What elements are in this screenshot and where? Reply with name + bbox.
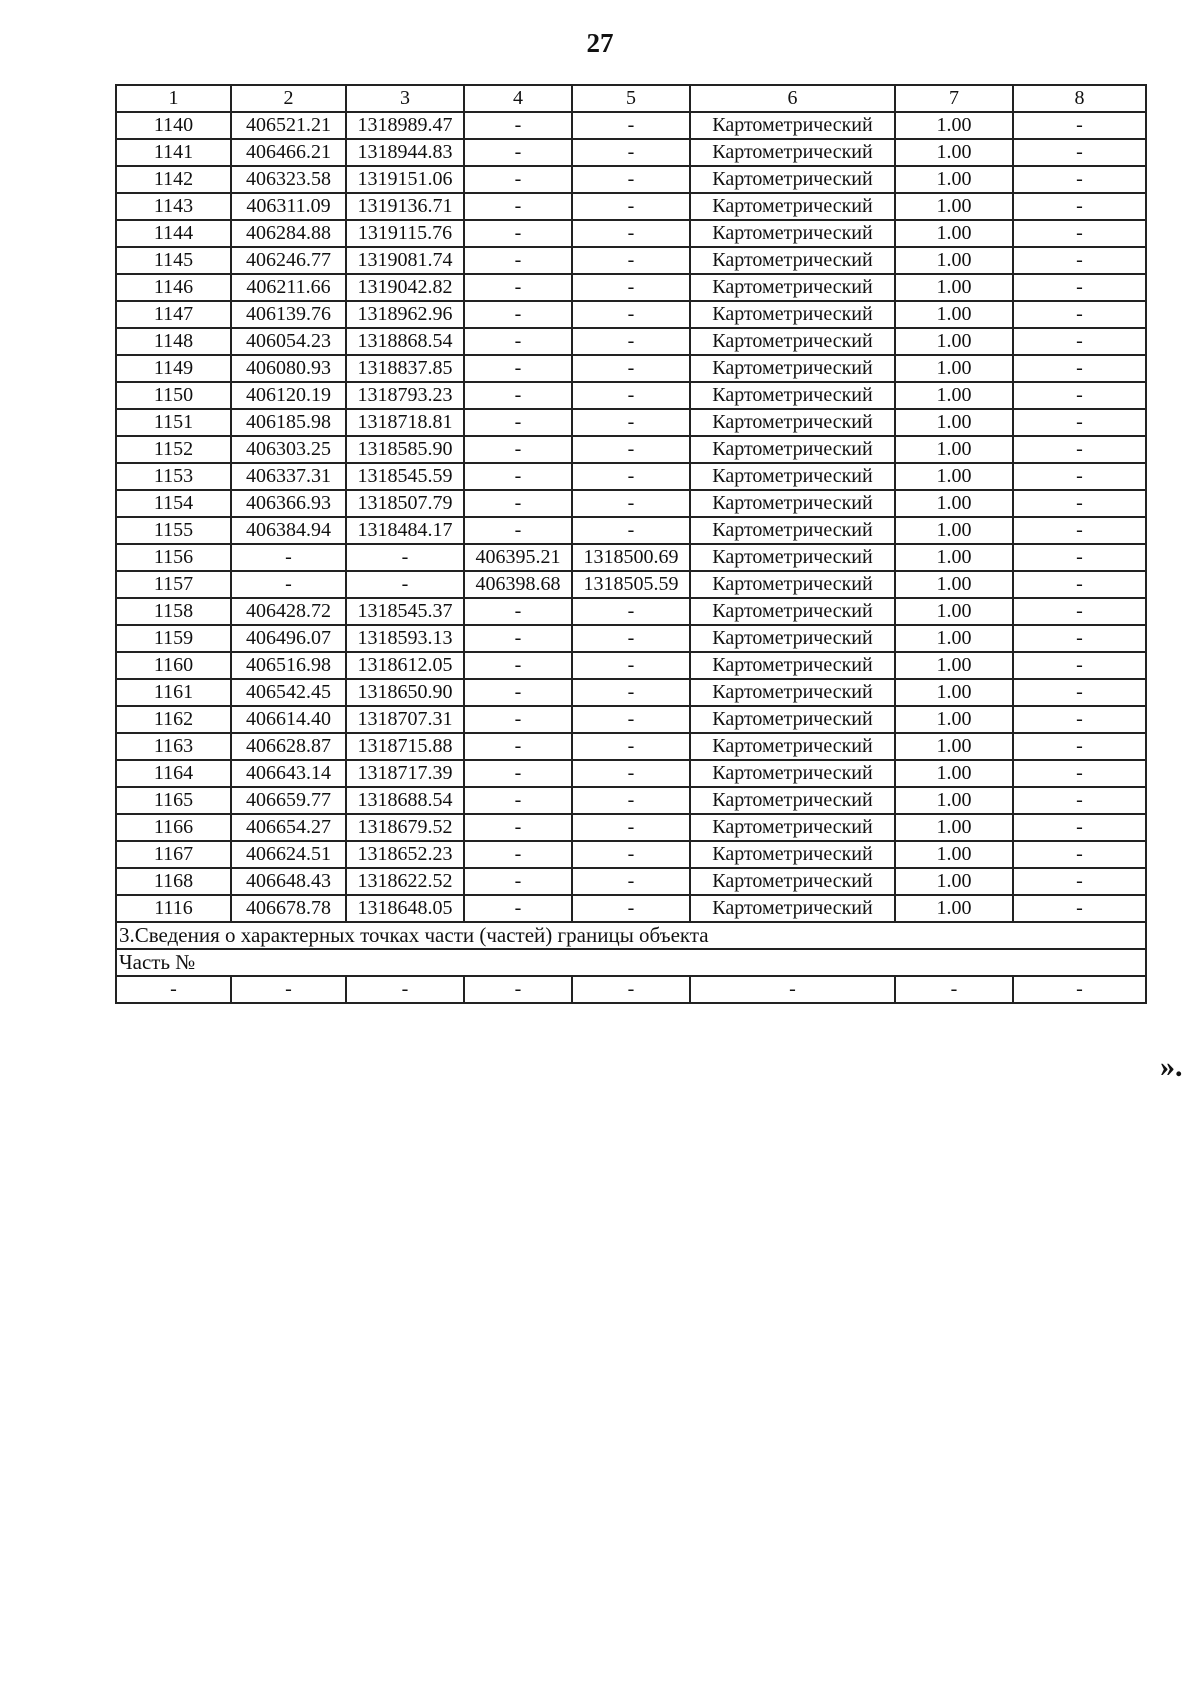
table-row <box>116 112 1146 139</box>
header-cell: 2 <box>231 85 346 112</box>
table-cell: - <box>572 220 690 247</box>
table-cell: 1155 <box>116 517 231 544</box>
table-cell: 1.00 <box>895 193 1013 220</box>
table-cell: 1318707.31 <box>346 706 464 733</box>
final-row <box>116 976 1146 1003</box>
table-cell: - <box>464 382 572 409</box>
table-cell: 1140 <box>116 112 231 139</box>
table-cell: 1164 <box>116 760 231 787</box>
table-cell: 1151 <box>116 409 231 436</box>
table-row <box>116 544 1146 571</box>
table-cell: - <box>464 706 572 733</box>
part-label-row <box>116 949 1146 976</box>
table-cell: 1142 <box>116 166 231 193</box>
table-cell: 406185.98 <box>231 409 346 436</box>
table-cell: 1.00 <box>895 517 1013 544</box>
table-cell: 406516.98 <box>231 652 346 679</box>
table-cell: 1318715.88 <box>346 733 464 760</box>
table-cell: - <box>464 247 572 274</box>
table-cell: - <box>464 301 572 328</box>
table-cell: - <box>1013 787 1146 814</box>
table-cell: - <box>1013 139 1146 166</box>
header-cell: 8 <box>1013 85 1146 112</box>
table-cell: 1318837.85 <box>346 355 464 382</box>
table-cell: 1160 <box>116 652 231 679</box>
table-cell: 1318484.17 <box>346 517 464 544</box>
table-cell: 1.00 <box>895 436 1013 463</box>
table-cell: Картометрический <box>690 544 895 571</box>
table-cell: - <box>1013 571 1146 598</box>
table-row <box>116 139 1146 166</box>
table-cell: - <box>572 868 690 895</box>
table-cell: - <box>464 112 572 139</box>
table-cell: 1318868.54 <box>346 328 464 355</box>
table-cell: - <box>1013 166 1146 193</box>
table-cell: 1.00 <box>895 301 1013 328</box>
table-cell: Картометрический <box>690 436 895 463</box>
table-cell: 1.00 <box>895 571 1013 598</box>
table-cell: - <box>572 679 690 706</box>
table-cell: 1143 <box>116 193 231 220</box>
header-cell: 5 <box>572 85 690 112</box>
table-cell: - <box>572 625 690 652</box>
table-cell: Картометрический <box>690 220 895 247</box>
table-cell: 1318944.83 <box>346 139 464 166</box>
table-cell: 406311.09 <box>231 193 346 220</box>
table-cell: 1.00 <box>895 760 1013 787</box>
table-cell: - <box>1013 706 1146 733</box>
section-title-row <box>116 922 1146 949</box>
table-cell: - <box>1013 544 1146 571</box>
table-cell: - <box>464 463 572 490</box>
table-cell: - <box>1013 247 1146 274</box>
table-cell: - <box>572 274 690 301</box>
table-cell: - <box>464 814 572 841</box>
table-cell: 1.00 <box>895 706 1013 733</box>
table-cell: 1167 <box>116 841 231 868</box>
table-cell: - <box>1013 301 1146 328</box>
table-cell: 1.00 <box>895 355 1013 382</box>
table-cell: - <box>346 976 464 1003</box>
table-row <box>116 409 1146 436</box>
table-cell: - <box>464 598 572 625</box>
table-cell: 1318622.52 <box>346 868 464 895</box>
table-cell: - <box>231 976 346 1003</box>
table-cell: 1.00 <box>895 328 1013 355</box>
table-cell: - <box>572 706 690 733</box>
table-cell: - <box>1013 868 1146 895</box>
table-cell: - <box>1013 679 1146 706</box>
table-cell: 406648.43 <box>231 868 346 895</box>
table-cell: - <box>572 436 690 463</box>
table-cell: 406466.21 <box>231 139 346 166</box>
table-cell: 1166 <box>116 814 231 841</box>
table-cell: - <box>572 895 690 922</box>
table-cell: - <box>464 787 572 814</box>
table-cell: Картометрический <box>690 112 895 139</box>
table-cell: 406323.58 <box>231 166 346 193</box>
table-cell: 406678.78 <box>231 895 346 922</box>
table-cell: - <box>572 301 690 328</box>
table-cell: - <box>464 220 572 247</box>
table-cell: 1163 <box>116 733 231 760</box>
table-row <box>116 679 1146 706</box>
table-row <box>116 706 1146 733</box>
table-cell: 406614.40 <box>231 706 346 733</box>
table-cell: - <box>572 382 690 409</box>
table-cell: - <box>572 139 690 166</box>
table-cell: 1318989.47 <box>346 112 464 139</box>
table-cell: 406542.45 <box>231 679 346 706</box>
table-cell: 1.00 <box>895 463 1013 490</box>
table-cell: 406211.66 <box>231 274 346 301</box>
table-cell: 1.00 <box>895 868 1013 895</box>
table-cell: - <box>572 355 690 382</box>
table-cell: 1165 <box>116 787 231 814</box>
table-row <box>116 490 1146 517</box>
table-cell: 1161 <box>116 679 231 706</box>
table-cell: - <box>572 841 690 868</box>
table-cell: - <box>1013 652 1146 679</box>
table-cell: - <box>464 652 572 679</box>
table-cell: 406428.72 <box>231 598 346 625</box>
table-cell: 1.00 <box>895 814 1013 841</box>
table-row <box>116 274 1146 301</box>
table-cell: 406120.19 <box>231 382 346 409</box>
table-cell: - <box>1013 733 1146 760</box>
table-row <box>116 895 1146 922</box>
table-cell: 1147 <box>116 301 231 328</box>
table-cell: - <box>464 409 572 436</box>
table-cell: 1156 <box>116 544 231 571</box>
table-cell: - <box>464 274 572 301</box>
table-row <box>116 301 1146 328</box>
table-cell: 406521.21 <box>231 112 346 139</box>
table-cell: - <box>1013 112 1146 139</box>
table-cell: Картометрический <box>690 733 895 760</box>
table-cell: 1152 <box>116 436 231 463</box>
table-cell: - <box>690 976 895 1003</box>
table-cell: 1154 <box>116 490 231 517</box>
table-cell: 1157 <box>116 571 231 598</box>
table-cell: - <box>464 517 572 544</box>
table-cell: - <box>1013 517 1146 544</box>
table-row <box>116 733 1146 760</box>
table-cell: - <box>464 490 572 517</box>
table-cell: 1116 <box>116 895 231 922</box>
table-cell: - <box>464 679 572 706</box>
table-cell: - <box>572 409 690 436</box>
table-cell: 406654.27 <box>231 814 346 841</box>
table-cell: - <box>572 733 690 760</box>
table-cell: 1318650.90 <box>346 679 464 706</box>
table-cell: Картометрический <box>690 598 895 625</box>
table-cell: 1150 <box>116 382 231 409</box>
table-cell: 1319042.82 <box>346 274 464 301</box>
table-cell: 406398.68 <box>464 571 572 598</box>
table-row <box>116 166 1146 193</box>
table-cell: 1.00 <box>895 679 1013 706</box>
table-row <box>116 328 1146 355</box>
table-cell: 406496.07 <box>231 625 346 652</box>
table-cell: 1318793.23 <box>346 382 464 409</box>
table-cell: - <box>1013 598 1146 625</box>
table-cell: - <box>572 193 690 220</box>
table-cell: 406628.87 <box>231 733 346 760</box>
table-cell: Картометрический <box>690 463 895 490</box>
table-cell: Картометрический <box>690 355 895 382</box>
table-cell: 406366.93 <box>231 490 346 517</box>
table-cell: 1319115.76 <box>346 220 464 247</box>
table-cell: 1318545.37 <box>346 598 464 625</box>
table-cell: - <box>1013 841 1146 868</box>
table-cell: 406624.51 <box>231 841 346 868</box>
table-cell: 1318507.79 <box>346 490 464 517</box>
header-cell: 6 <box>690 85 895 112</box>
table-cell: - <box>464 139 572 166</box>
table-cell: - <box>1013 220 1146 247</box>
table-row <box>116 625 1146 652</box>
table-cell: - <box>464 733 572 760</box>
table-cell: - <box>464 355 572 382</box>
table-cell: Картометрический <box>690 193 895 220</box>
table-cell: 406054.23 <box>231 328 346 355</box>
table-cell: - <box>1013 814 1146 841</box>
table-cell: - <box>1013 625 1146 652</box>
table-cell: 1.00 <box>895 841 1013 868</box>
table-cell: 1318500.69 <box>572 544 690 571</box>
table-cell: 1144 <box>116 220 231 247</box>
table-cell: 1318585.90 <box>346 436 464 463</box>
table-row <box>116 463 1146 490</box>
table-row <box>116 571 1146 598</box>
table-row <box>116 382 1146 409</box>
table-cell: - <box>572 328 690 355</box>
part-label: Часть № <box>116 949 1146 976</box>
table-cell: Картометрический <box>690 328 895 355</box>
table-cell: 1.00 <box>895 490 1013 517</box>
table-cell: - <box>464 841 572 868</box>
table-cell: - <box>572 166 690 193</box>
table-cell: 1162 <box>116 706 231 733</box>
table-cell: Картометрический <box>690 625 895 652</box>
table-cell: Картометрический <box>690 841 895 868</box>
table-cell: Картометрический <box>690 166 895 193</box>
table-cell: 1.00 <box>895 733 1013 760</box>
table-cell: 1.00 <box>895 382 1013 409</box>
table-cell: 406139.76 <box>231 301 346 328</box>
table-cell: 1.00 <box>895 544 1013 571</box>
table-cell: - <box>346 544 464 571</box>
table-row <box>116 247 1146 274</box>
table-cell: - <box>572 490 690 517</box>
table-cell: Картометрический <box>690 868 895 895</box>
table-cell: 1318652.23 <box>346 841 464 868</box>
table-cell: Картометрический <box>690 517 895 544</box>
table-cell: - <box>572 652 690 679</box>
table-cell: - <box>231 571 346 598</box>
header-cell: 4 <box>464 85 572 112</box>
table-cell: - <box>572 976 690 1003</box>
table-body <box>116 85 1146 1003</box>
table-cell: Картометрический <box>690 760 895 787</box>
table-cell: 406659.77 <box>231 787 346 814</box>
table-cell: - <box>1013 463 1146 490</box>
table-cell: Картометрический <box>690 301 895 328</box>
table-cell: - <box>1013 409 1146 436</box>
table-cell: 1149 <box>116 355 231 382</box>
table-cell: 406395.21 <box>464 544 572 571</box>
table-cell: Картометрический <box>690 814 895 841</box>
table-cell: - <box>464 868 572 895</box>
table-cell: 1145 <box>116 247 231 274</box>
table-row <box>116 760 1146 787</box>
table-cell: - <box>572 247 690 274</box>
table-cell: - <box>464 328 572 355</box>
table-cell: Картометрический <box>690 679 895 706</box>
table-cell: 406080.93 <box>231 355 346 382</box>
coordinates-table <box>115 84 1147 1004</box>
table-cell: - <box>1013 274 1146 301</box>
table-cell: 406246.77 <box>231 247 346 274</box>
table-cell: 1159 <box>116 625 231 652</box>
table-cell: 1318612.05 <box>346 652 464 679</box>
table-cell: Картометрический <box>690 139 895 166</box>
table-cell: 1.00 <box>895 625 1013 652</box>
table-cell: Картометрический <box>690 274 895 301</box>
table-cell: - <box>1013 490 1146 517</box>
table-cell: - <box>572 517 690 544</box>
table-cell: 1153 <box>116 463 231 490</box>
table-cell: - <box>1013 382 1146 409</box>
table-cell: 406643.14 <box>231 760 346 787</box>
table-cell: - <box>1013 760 1146 787</box>
table-cell: - <box>116 976 231 1003</box>
table-cell: - <box>464 166 572 193</box>
table-cell: 1319081.74 <box>346 247 464 274</box>
table-cell: Картометрический <box>690 409 895 436</box>
header-cell: 3 <box>346 85 464 112</box>
table-cell: - <box>572 760 690 787</box>
page-number: 27 <box>586 28 614 58</box>
table-cell: - <box>1013 895 1146 922</box>
table-cell: - <box>1013 193 1146 220</box>
table-row <box>116 598 1146 625</box>
table-cell: 1318679.52 <box>346 814 464 841</box>
table-cell: - <box>895 976 1013 1003</box>
table-cell: - <box>572 463 690 490</box>
table-cell: - <box>1013 976 1146 1003</box>
table-cell: - <box>464 976 572 1003</box>
table-cell: 1318593.13 <box>346 625 464 652</box>
table-row <box>116 517 1146 544</box>
table-cell: - <box>572 598 690 625</box>
table-cell: - <box>1013 436 1146 463</box>
table-row <box>116 355 1146 382</box>
table-cell: 1.00 <box>895 112 1013 139</box>
table-cell: 1319136.71 <box>346 193 464 220</box>
table-cell: 1319151.06 <box>346 166 464 193</box>
table-cell: - <box>1013 355 1146 382</box>
table-cell: 406303.25 <box>231 436 346 463</box>
table-cell: 406284.88 <box>231 220 346 247</box>
table-cell: Картометрический <box>690 490 895 517</box>
table-cell: - <box>464 193 572 220</box>
header-cell: 7 <box>895 85 1013 112</box>
table-cell: Картометрический <box>690 652 895 679</box>
table-cell: 1.00 <box>895 787 1013 814</box>
table-cell: - <box>464 625 572 652</box>
table-cell: 1.00 <box>895 220 1013 247</box>
table-cell: 1148 <box>116 328 231 355</box>
table-cell: Картометрический <box>690 787 895 814</box>
table-row <box>116 436 1146 463</box>
table-row <box>116 652 1146 679</box>
table-cell: - <box>231 544 346 571</box>
table-cell: - <box>572 787 690 814</box>
table-cell: 1.00 <box>895 139 1013 166</box>
section-title: 3.Сведения о характерных точках части (частей) границы объекта <box>116 922 1146 949</box>
table-cell: Картометрический <box>690 382 895 409</box>
table-row <box>116 868 1146 895</box>
header-cell: 1 <box>116 85 231 112</box>
table-cell: 1146 <box>116 274 231 301</box>
header-row <box>116 85 1146 112</box>
table-cell: Картометрический <box>690 706 895 733</box>
table-row <box>116 193 1146 220</box>
table-cell: 1141 <box>116 139 231 166</box>
table-cell: 1318505.59 <box>572 571 690 598</box>
table-cell: 1158 <box>116 598 231 625</box>
table-cell: 1.00 <box>895 274 1013 301</box>
table-cell: 1.00 <box>895 166 1013 193</box>
table-row <box>116 220 1146 247</box>
table-cell: 1318648.05 <box>346 895 464 922</box>
table-cell: - <box>464 895 572 922</box>
table-cell: - <box>572 814 690 841</box>
table-cell: 1.00 <box>895 247 1013 274</box>
table-cell: 1318718.81 <box>346 409 464 436</box>
table-cell: - <box>572 112 690 139</box>
table-cell: 1318962.96 <box>346 301 464 328</box>
table-row <box>116 787 1146 814</box>
table-cell: 406337.31 <box>231 463 346 490</box>
closing-quote-mark: ». <box>1160 1050 1183 1083</box>
table-row <box>116 814 1146 841</box>
table-cell: - <box>464 760 572 787</box>
table-cell: 1318688.54 <box>346 787 464 814</box>
table-cell: - <box>464 436 572 463</box>
table-cell: 406384.94 <box>231 517 346 544</box>
table-cell: Картометрический <box>690 895 895 922</box>
table-cell: - <box>1013 328 1146 355</box>
table-cell: 1168 <box>116 868 231 895</box>
table-row <box>116 841 1146 868</box>
table-cell: 1.00 <box>895 895 1013 922</box>
table-cell: Картометрический <box>690 247 895 274</box>
table-cell: 1.00 <box>895 409 1013 436</box>
table-cell: 1.00 <box>895 598 1013 625</box>
table-cell: 1318545.59 <box>346 463 464 490</box>
table-cell: 1.00 <box>895 652 1013 679</box>
table-cell: - <box>346 571 464 598</box>
table-cell: 1318717.39 <box>346 760 464 787</box>
table-cell: Картометрический <box>690 571 895 598</box>
